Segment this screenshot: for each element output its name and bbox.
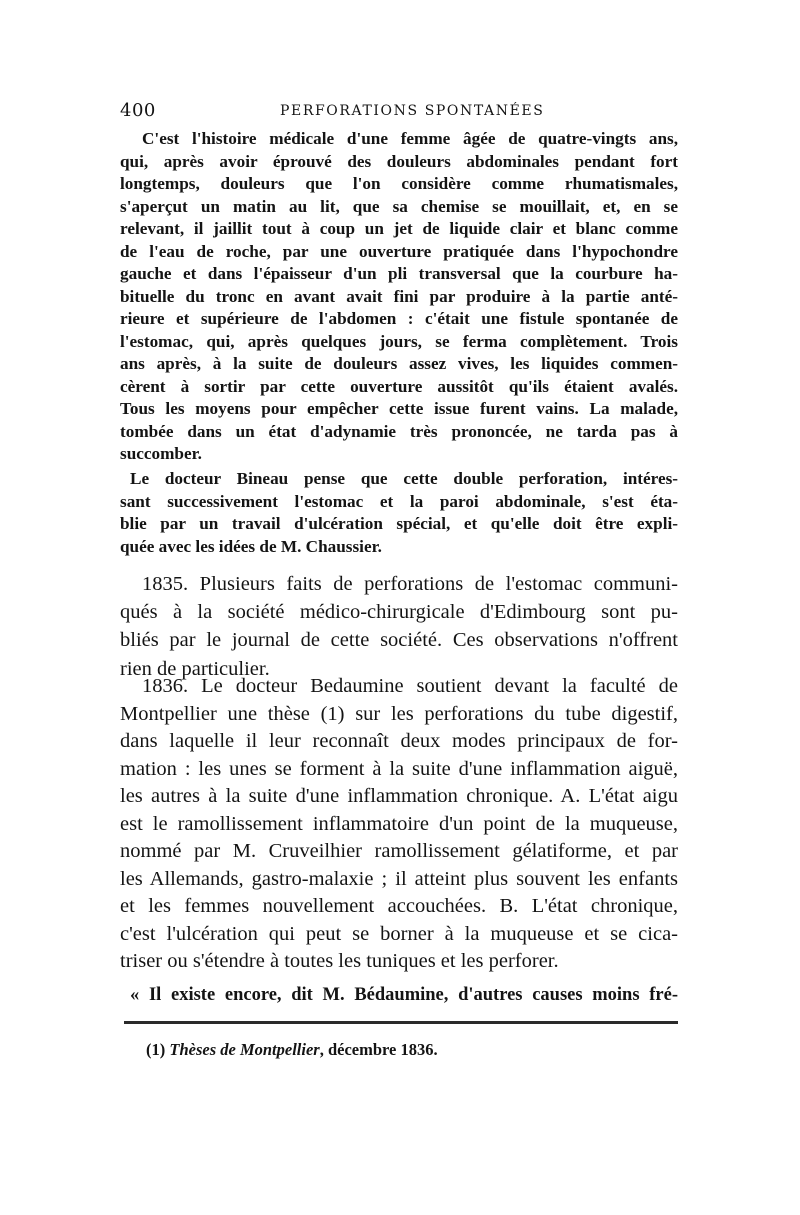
running-title: PERFORATIONS SPONTANÉES bbox=[280, 103, 545, 119]
text-line: Tous les moyens pour empêcher cette issue furent vains. La malade, bbox=[120, 399, 678, 418]
text-line: quée avec les idées de M. Chaussier. bbox=[120, 536, 382, 556]
footnote-divider bbox=[124, 1021, 678, 1024]
footnote-date: , décembre 1836. bbox=[319, 1040, 438, 1059]
paragraph-1835-edinburgh bbox=[120, 570, 678, 683]
text-line: bituelle du tronc en avant avait fini par produire à la partie anté- bbox=[120, 286, 678, 306]
text-line: gauche et dans l'épaisseur d'un pli transversal que la courbure ha- bbox=[120, 264, 678, 283]
text-line: et les femmes nouvellement accouchées. B. L'état chronique, bbox=[120, 895, 678, 917]
text-line: est le ramollissement inflammatoire d'un point de la muqueuse, bbox=[120, 812, 678, 835]
text-line: 1835. Plusieurs faits de perforations de l'estomac communi- bbox=[142, 573, 678, 595]
text-line: tombée dans un état d'adynamie très prononcée, ne tarda pas à bbox=[120, 421, 678, 441]
paragraph-fistula-case bbox=[120, 128, 678, 466]
footnote-marker: (1) bbox=[146, 1040, 166, 1059]
text-line: mation : les unes se forment à la suite d'une inflammation aiguë, bbox=[120, 757, 678, 780]
footnote-work-title: Thèses de Montpellier bbox=[169, 1040, 320, 1059]
paragraph-1836-bedaumine bbox=[120, 673, 678, 976]
paragraph-bineau-opinion bbox=[120, 468, 678, 558]
text-line: ans après, à la suite de douleurs assez vives, les liquides commen- bbox=[120, 354, 678, 373]
footnote bbox=[146, 1040, 438, 1060]
paragraph-quotation bbox=[120, 983, 678, 1007]
text-line: qui, après avoir éprouvé des douleurs abdominales pendant fort bbox=[120, 151, 678, 171]
text-line: de l'eau de roche, par une ouverture pratiquée dans l'hypochondre bbox=[120, 241, 678, 261]
text-line: s'aperçut un matin au lit, que sa chemise se mouillait, et, en se bbox=[120, 196, 678, 216]
text-line: nommé par M. Cruveilhier ramollissement gélatiforme, et par bbox=[120, 840, 678, 862]
text-line: blie par un travail d'ulcération spécial, et qu'elle doit être expli- bbox=[120, 514, 678, 533]
text-line: l'estomac, qui, après quelques jours, se ferma complètement. Trois bbox=[120, 331, 678, 351]
page-number: 400 bbox=[120, 100, 156, 121]
text-line: les Allemands, gastro-malaxie ; il atteint plus souvent les enfants bbox=[120, 867, 678, 890]
text-line: 1836. Le docteur Bedaumine soutient devant la faculté de bbox=[142, 675, 678, 697]
text-line: triser ou s'étendre à toutes les tuniques et les perforer. bbox=[120, 950, 559, 972]
text-line: cèrent à sortir par cette ouverture aussitôt qu'ils étaient avalés. bbox=[120, 376, 678, 396]
text-line: rien de particulier. bbox=[120, 657, 270, 680]
text-line: bliés par le journal de cette société. Ces observations n'offrent bbox=[120, 629, 678, 652]
text-line: C'est l'histoire médicale d'une femme âgée de quatre-vingts ans, bbox=[142, 129, 678, 148]
text-line: les autres à la suite d'une inflammation chronique. A. L'état aigu bbox=[120, 785, 678, 807]
text-line: rieure et supérieure de l'abdomen : c'était une fistule spontanée de bbox=[120, 309, 678, 328]
text-line: succomber. bbox=[120, 444, 202, 463]
text-line: c'est l'ulcération qui peut se borner à la muqueuse et se cica- bbox=[120, 922, 678, 945]
text-line: sant successivement l'estomac et la paroi abdominale, s'est éta- bbox=[120, 491, 678, 511]
text-line: « Il existe encore, dit M. Bédaumine, d'autres causes moins fré- bbox=[130, 985, 678, 1005]
text-line: qués à la société médico-chirurgicale d'Edimbourg sont pu- bbox=[120, 601, 678, 624]
text-line: Montpellier une thèse (1) sur les perforations du tube digestif, bbox=[120, 702, 678, 725]
text-line: longtemps, douleurs que l'on considère comme rhumatismales, bbox=[120, 174, 678, 193]
page-header bbox=[118, 100, 678, 126]
text-line: Le docteur Bineau pense que cette double perforation, intéres- bbox=[130, 469, 678, 488]
text-line: relevant, il jaillit tout à coup un jet de liquide clair et blanc comme bbox=[120, 219, 678, 238]
text-line: dans laquelle il leur reconnaît deux modes principaux de for- bbox=[120, 730, 678, 752]
